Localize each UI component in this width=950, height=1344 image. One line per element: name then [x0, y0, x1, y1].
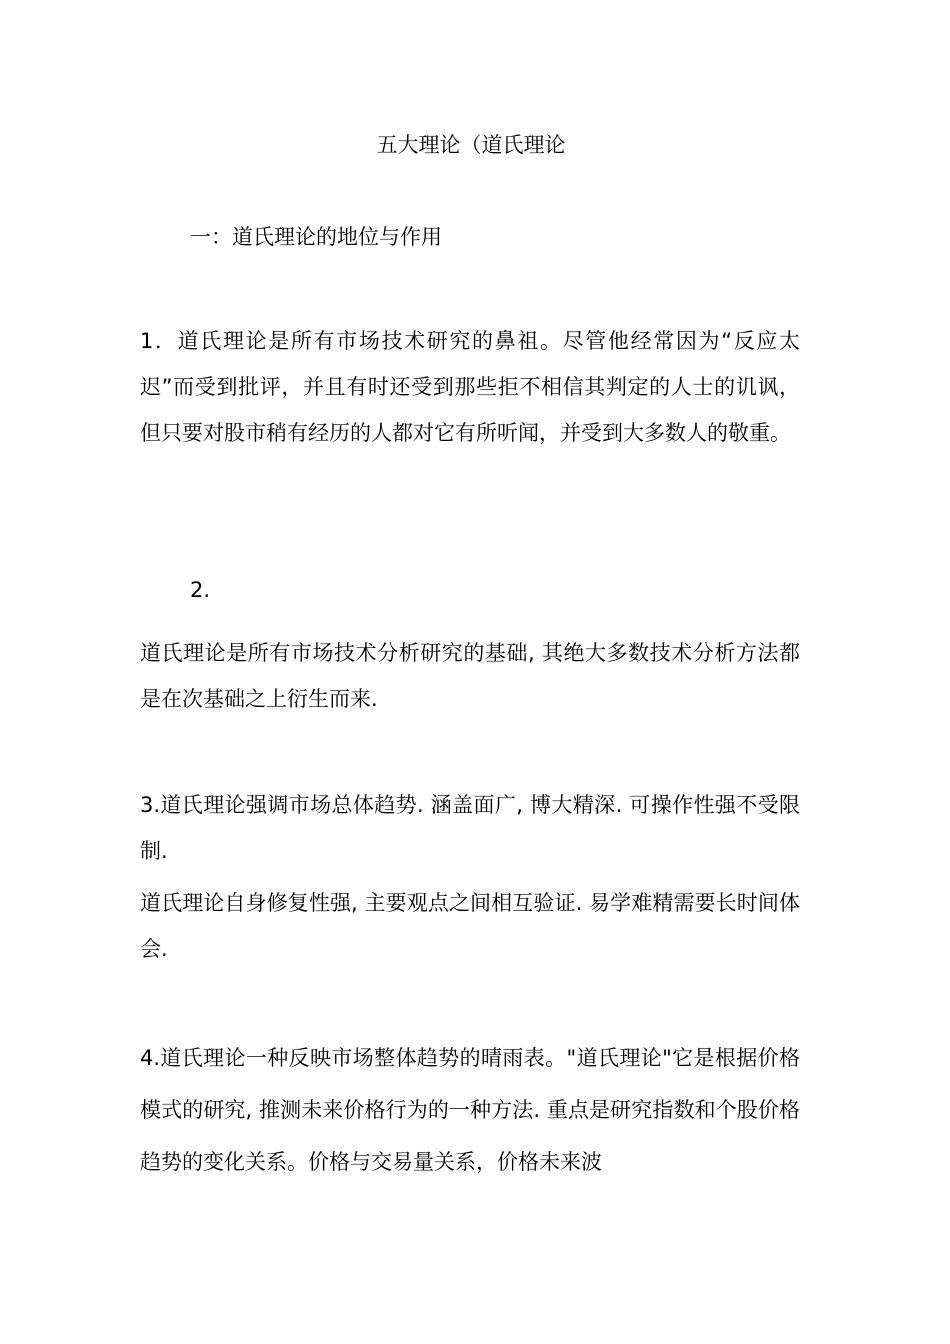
- paragraph-1: 1．道氏理论是所有市场技术研究的鼻祖。尽管他经常因为“反应太迟”而受到批评，并且有时还受到那些拒不相信其判定的人士的讥讽，但只要对股市稍有经历的人都对它有所听闻，并受到大多数人的敬重。: [140, 329, 800, 445]
- document-title: 五大理论（道氏理论: [376, 133, 566, 157]
- paragraph-3-continued: 道氏理论自身修复性强, 主要观点之间相互验证. 易学难精需要长时间体会.: [140, 891, 800, 961]
- section-heading: 一：道氏理论的地位与作用: [190, 225, 442, 249]
- paragraph-4: 4.道氏理论一种反映市场整体趋势的晴雨表。"道氏理论"它是根据价格模式的研究, 推测未来价格行为的一种方法. 重点是研究指数和个股价格趋势的变化关系。价格与交易量关系，价格未来波: [140, 1046, 800, 1174]
- paragraph-3: 3.道氏理论强调市场总体趋势. 涵盖面广, 博大精深. 可操作性强不受限制.: [140, 793, 800, 863]
- paragraph-2-number: 2.: [190, 578, 211, 602]
- paragraph-2: 道氏理论是所有市场技术分析研究的基础, 其绝大多数技术分析方法都是在次基础之上衍生而来.: [140, 641, 800, 711]
